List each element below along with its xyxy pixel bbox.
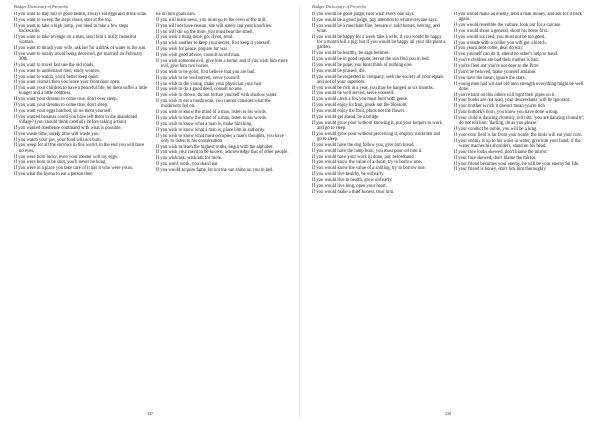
proverb-entry: If your buttock's burn, you know you have done wrong. bbox=[454, 110, 559, 116]
proverb-entry: If you wish to die young, make your physician your heir. bbox=[156, 81, 263, 87]
proverb-entry: If you won't work, you shan't eat. bbox=[156, 162, 219, 168]
proverb-entry: If you will not have reason, she will surely rap your knuckles. bbox=[156, 23, 272, 29]
proverb-entry: If you would be rich in a year, you may be hanged in six months. bbox=[312, 85, 434, 91]
proverb-entry: If you would make an enemy, lend a man money, and ask for it back again. bbox=[454, 12, 582, 23]
proverb-entry: If you would be a merchant fine, beware o' auld horses, herring, and wine. bbox=[312, 23, 440, 34]
proverb-entry: If you would live in health, grow old early. bbox=[312, 177, 393, 183]
proverb-entry: If you want visitors then you leave your front door open. bbox=[14, 80, 121, 86]
page-left bbox=[8, 0, 292, 424]
proverb-entry: If you wish to eat a mushroom, you cannot consider what the mushroom fed on. bbox=[156, 99, 271, 110]
proverb-entry: If you would acquire fame, let not the sun shine on you in bed. bbox=[156, 168, 274, 173]
proverb-entry: If you wish to know the mind of a man, listen to his words. bbox=[156, 116, 267, 121]
proverb-entry: If you wish someone evil, give him a home, and if you wish him more evil, give him two horses. bbox=[156, 58, 288, 69]
proverb-entry: If your corn field is far from your home, the birds will eat your corn. bbox=[454, 132, 583, 138]
proverb-entry: If you want your children to have a peaceful life, let them suffer a little hunger and a little coldness. bbox=[14, 86, 148, 97]
proverb-entry: If your friend is honey, don't lick him thoroughly. bbox=[454, 167, 547, 173]
proverb-entry: If you wrestle with a collier you will get a blotch. bbox=[454, 40, 547, 46]
proverb-entry: If you want to totally avoid being deceived, get married on February 30th. bbox=[14, 51, 143, 62]
proverb-entry: If your friend becomes your enemy, he will be your enemy for life. bbox=[454, 161, 580, 167]
proverb-entry: If you would have the lamp burn, you must pour oil into it. bbox=[312, 148, 423, 154]
proverb-entry: If you would live healthy, be old early. bbox=[312, 172, 385, 178]
proverb-entry: If you wish for peace, prepare for war. bbox=[156, 47, 228, 53]
proverb-entry: If you'd be beloved, make yourself amiable. bbox=[454, 69, 537, 75]
proverb-entry: If you want to take revenge on a man, send him a really beautiful woman. bbox=[14, 34, 137, 46]
proverb-entry: If you were born to be shot, you'll never be hung. bbox=[14, 160, 107, 166]
proverb-entry: If you what the hyena to eat a person then bbox=[14, 172, 93, 178]
proverb-entry: If you were born lucky, even your rooster will lay eggs. bbox=[14, 154, 119, 160]
proverb-entry: If you wish your merit to be known, acknowledge that of other people. bbox=[156, 150, 289, 156]
proverb-entry: If your child is dancing clumsily, tell him: 'you are dancing clumsily'; do not tell him: 'darling, do as you please.' bbox=[454, 116, 585, 127]
proverb-entry: If you want your dreams to come true, don't sleep. bbox=[14, 103, 109, 109]
proverb-entry: If you're fleet ant 'you're not door to the Pitre. bbox=[454, 64, 540, 69]
proverb-entry: If you wish to drown, do not torture yourself with shallow water. bbox=[156, 93, 278, 99]
proverb-entry: If you would get ahead, be a bridge. bbox=[312, 114, 380, 120]
proverb-entry: If you have the mean, ignore the stars. bbox=[454, 75, 526, 81]
page-gutter bbox=[299, 6, 300, 418]
text-column bbox=[454, 12, 588, 402]
proverb-entry: If your conduct be noble, you will be a king. bbox=[454, 127, 538, 133]
running-title: Budget Dictionary of Proverbs bbox=[312, 4, 367, 9]
proverb-entry: If you will stir up the mire, you must bear the smell. bbox=[156, 29, 254, 35]
text-column bbox=[14, 12, 148, 402]
proverb-entry: If you're children are bad their mother is bad. bbox=[454, 58, 539, 64]
page-number: 338 bbox=[444, 411, 452, 416]
proverb-entry: If you wish another to keep your secret, first keep it yourself. bbox=[156, 41, 271, 47]
proverb-entry: If you weep for all the sorrows in this world, in the end you will have no eyes. bbox=[14, 143, 145, 154]
proverb-entry: If you would know the value of a shilling, try to borrow one. bbox=[312, 166, 426, 172]
proverb-entry: If you would be well served, serve yourself. bbox=[312, 91, 395, 97]
proverb-entry: If you wish good advice, consult an old man. bbox=[156, 52, 241, 58]
proverb-entry: If you would resemble the vulture, look out for a carcase. bbox=[454, 23, 562, 29]
proverb-entry: If you waste time, surely time will waste you. bbox=[14, 131, 100, 137]
proverb-entry: If you would grow poor without knowing it, put your helpers to work and go to sleep. bbox=[312, 120, 443, 131]
proverb-entry: If you wish to do a good deed, consult no one. bbox=[156, 87, 243, 93]
proverb-entry: If you wish to know what a man is, place him in authority. bbox=[156, 127, 266, 133]
proverb-entry: If you would catch a fox you must hunt with geese. bbox=[312, 97, 409, 103]
proverb-entry: If you want to take a high jump, you need to take a few steps backwards. bbox=[14, 23, 129, 34]
proverb-entry: If you would live long, open your heart. bbox=[312, 183, 387, 189]
proverb-entry: If you want to sweep the steps clean, start at the top. bbox=[14, 17, 113, 23]
proverb-entry: If you would be respected in company, seek the society of your equals and not of your superiors. bbox=[312, 74, 444, 85]
proverb-entry: If you wish to be well served, serve yourself. bbox=[156, 75, 241, 81]
proverb-entry: If you would make a thief honest, trust him. bbox=[312, 189, 395, 195]
proverb-entry: If you wanted bananas could you have left them in the abandoned village? (you should think carefully before taking action) bbox=[14, 114, 138, 126]
proverb-entry: If you would be in good repute, let not the sun find you in bed. bbox=[312, 56, 430, 62]
proverb-entry: If your face skewed, don't blame the mirror. bbox=[454, 155, 537, 161]
proverb-entry: If you would grow poor without perceiving it, employ workmen and go to sleep. bbox=[312, 131, 441, 142]
proverb-entry: If you would be praised, die. bbox=[312, 68, 366, 74]
text-column bbox=[312, 12, 446, 402]
proverb-entry: If you yearn debt come, dear do way. bbox=[454, 46, 524, 52]
page-right bbox=[306, 0, 590, 424]
proverb-entry: If you would be a good judge, pay attention to what everyone says. bbox=[312, 17, 438, 23]
proverb-entry: If you wish to be good, first believe that you are bad. bbox=[156, 69, 256, 75]
proverb-entry: If you're hard on this others will light their pipes on it. bbox=[454, 92, 556, 98]
running-title: Budget Dictionary of Proverbs bbox=[14, 4, 69, 9]
proverb-entry: If you wish to know what a man is, make him king. bbox=[156, 121, 253, 127]
proverb-entry: If you want to stay full of good health, always eat eggs and drink wine. bbox=[14, 12, 148, 17]
proverb-entry: If your face looks skewed, don't blame the mirror. bbox=[454, 149, 548, 155]
proverb-entry: If young men had wit and old men strength everything might be well done. bbox=[454, 81, 584, 92]
text-column bbox=[156, 12, 290, 402]
proverb-entry: If you wish to know the mind of a man, listen to his words. bbox=[156, 110, 267, 116]
proverb-entry: If you want to travel fast use the old roads. bbox=[14, 62, 95, 68]
proverb-entry: If your brother is rich it doesn't mean you're rich. bbox=[454, 104, 547, 110]
proverb-entry: If you would be pope, you must think of nothing else. bbox=[312, 62, 413, 68]
proverb-entry: If you would be happy for a week take a wife; if you would be happy for a month kill a pig; but if you would be happy all your life plant a garden. bbox=[312, 34, 446, 51]
proverb-entry: If you would have your work ill done, pay beforehand. bbox=[312, 154, 415, 160]
proverb-entry: If you want to thrash your wife, ask her for a drink of water in the sun. bbox=[14, 45, 147, 51]
proverb-entry: If you wanted obedience command with what is possible. bbox=[14, 125, 122, 131]
proverb-entry: tie on him goats ears. bbox=[156, 12, 196, 17]
proverb-entry: If you would enjoy its fruit, pluck not the blossom. bbox=[312, 103, 408, 109]
text-columns bbox=[312, 12, 588, 402]
page-number: 337 bbox=[146, 411, 154, 416]
proverb-entry: If you wish/ask, wish/ask for more. bbox=[156, 156, 223, 162]
proverb-entry: If you will learn news, you must go to the oven or the mill. bbox=[156, 17, 267, 23]
proverb-entry: If your enemy is up to his waist in water, give him your hand; if the water reaches his shoulders, stand on his head. bbox=[454, 138, 581, 150]
proverb-entry: If you wish to know what most occupies a man's thoughts, you have only to listen to his conversation. bbox=[156, 133, 284, 144]
proverb-entry: If you wish to learn the highest truths, begin with the alphabet. bbox=[156, 144, 274, 150]
proverb-entry: If you want your dreams to come true, don't over sleep. bbox=[14, 97, 118, 103]
proverb-entry: If you yourself can do it, attend no other's help or hand. bbox=[454, 52, 559, 58]
proverb-entry: If you want to understand men, study women. bbox=[14, 68, 101, 74]
proverb-entry: If your books are not read, your descendants 'will be ignorant. bbox=[454, 98, 571, 104]
proverb-entry: If you would enjoy the fruit, pluck not the flower. bbox=[312, 108, 406, 114]
proverb-entry: If you watch your pot, your food will not burn. bbox=[14, 137, 102, 143]
proverb-entry: If you would know the value of a ducat, try to borrow one. bbox=[312, 160, 422, 166]
proverb-entry: If you would have the dog follow you, give him bread. bbox=[312, 142, 415, 148]
proverb-entry: If you would be good judge, hear what every one says. bbox=[312, 12, 415, 17]
proverb-entry: If you want to watch, you'd better keep quiet. bbox=[14, 74, 99, 80]
proverb-entry: If you wish a thing done, go; if not, send. bbox=[156, 35, 234, 41]
proverb-entry: If you would shoot a general, shoot his horse first. bbox=[454, 28, 549, 34]
proverb-entry: If you would be healthy, be sage betimes. bbox=[312, 51, 390, 57]
proverb-entry: If you want your eggs hatched, sit on them yourself. bbox=[14, 108, 112, 114]
proverb-entry: If you were in a place you take care of it has it who were yours. bbox=[14, 166, 134, 172]
proverb-entry: If you would succeed, you must not be too good. bbox=[454, 34, 546, 40]
text-columns bbox=[14, 12, 290, 402]
